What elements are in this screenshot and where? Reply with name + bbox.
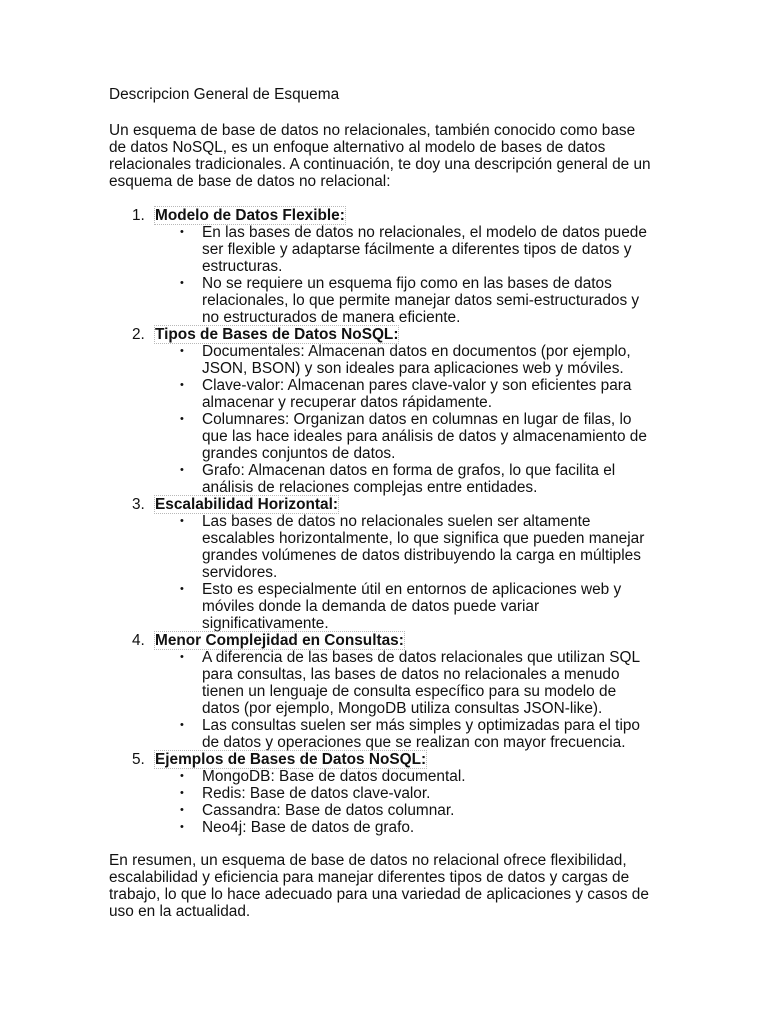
bullet-item (109, 581, 669, 632)
bullet-item (109, 343, 669, 377)
section-heading (109, 207, 669, 224)
bullet-dot-icon: • (180, 787, 184, 799)
bullet-text-line: no estructurados de manera eficiente. (202, 309, 461, 326)
bullet-item (109, 377, 669, 411)
section-heading (109, 326, 669, 343)
intro-line: relacionales tradicionales. A continuación, te doy una descripción general de un (109, 156, 651, 173)
bullet-text-line: Documentales: Almacenan datos en documentos (por ejemplo, (202, 343, 631, 360)
bullet-dot-icon: • (180, 770, 184, 782)
bullet-text-line: Neo4j: Base de datos de grafo. (202, 819, 415, 836)
bullet-text-line: Clave-valor: Almacenan pares clave-valor y son eficientes para (202, 377, 632, 394)
document-title: Descripcion General de Esquema (109, 86, 340, 103)
section-5 (109, 751, 669, 836)
bullet-dot-icon: • (180, 379, 184, 391)
summary-line: escalabilidad y eficiencia para manejar diferentes tipos de datos y cargas de (109, 869, 630, 886)
bullet-list (109, 768, 669, 836)
section-title: Menor Complejidad en Consultas: (155, 632, 404, 649)
bullet-text-line: En las bases de datos no relacionales, el modelo de datos puede (202, 224, 647, 241)
bullet-text-line: de datos y operaciones que se realizan con mayor frecuencia. (202, 734, 626, 751)
bullet-text-line: análisis de relaciones complejas entre entidades. (202, 479, 538, 496)
section-heading (109, 751, 669, 768)
bullet-text-line: Columnares: Organizan datos en columnas en lugar de filas, lo (202, 411, 632, 428)
bullet-dot-icon: • (180, 821, 184, 833)
bullet-dot-icon: • (180, 583, 184, 595)
section-1 (109, 207, 669, 326)
bullet-text-line: almacenar y recuperar datos rápidamente. (202, 394, 493, 411)
section-title: Modelo de Datos Flexible: (155, 207, 345, 224)
bullet-list (109, 343, 669, 496)
bullet-dot-icon: • (180, 515, 184, 527)
bullet-item (109, 768, 669, 785)
bullet-text-line: ser flexible y adaptarse fácilmente a diferentes tipos de datos y (202, 241, 632, 258)
bullet-dot-icon: • (180, 464, 184, 476)
bullet-text-line: que las hace ideales para análisis de datos y almacenamiento de (202, 428, 647, 445)
bullet-text-line: para consultas, las bases de datos no relacionales a menudo (202, 666, 620, 683)
bullet-item (109, 649, 669, 717)
bullet-text-line: MongoDB: Base de datos documental. (202, 768, 466, 785)
section-number: 1. (132, 207, 145, 224)
section-3 (109, 496, 669, 632)
bullet-dot-icon: • (180, 277, 184, 289)
bullet-text-line: Esto es especialmente útil en entornos de aplicaciones web y (202, 581, 622, 598)
bullet-text-line: grandes conjuntos de datos. (202, 445, 396, 462)
bullet-text-line: Las bases de datos no relacionales suelen ser altamente (202, 513, 591, 530)
bullet-text-line: relacionales, lo que permite manejar datos semi-estructurados y (202, 292, 640, 309)
bullet-text-line: tienen un lenguaje de consulta específico para su modelo de (202, 683, 617, 700)
section-number: 2. (132, 326, 145, 343)
summary-line: trabajo, lo que lo hace adecuado para una variedad de aplicaciones y casos de (109, 886, 649, 903)
section-2 (109, 326, 669, 496)
bullet-text-line: A diferencia de las bases de datos relacionales que utilizan SQL (202, 649, 641, 666)
bullet-text-line: Grafo: Almacenan datos en forma de grafos, lo que facilita el (202, 462, 616, 479)
bullet-text-line: servidores. (202, 564, 278, 581)
section-heading (109, 496, 669, 513)
bullet-text-line: móviles donde la demanda de datos puede variar (202, 598, 540, 615)
bullet-item (109, 819, 669, 836)
section-title: Tipos de Bases de Datos NoSQL: (155, 326, 399, 343)
bullet-text-line: datos (por ejemplo, MongoDB utiliza consultas JSON-like). (202, 700, 603, 717)
bullet-item (109, 462, 669, 496)
intro-line: de datos NoSQL, es un enfoque alternativo al modelo de bases de datos (109, 139, 606, 156)
section-number: 3. (132, 496, 145, 513)
section-number: 4. (132, 632, 145, 649)
bullet-dot-icon: • (180, 413, 184, 425)
bullet-text-line: significativamente. (202, 615, 329, 632)
intro-line: Un esquema de base de datos no relacionales, también conocido como base (109, 122, 636, 139)
summary-line: En resumen, un esquema de base de datos no relacional ofrece flexibilidad, (109, 852, 627, 869)
bullet-dot-icon: • (180, 345, 184, 357)
bullet-item (109, 717, 669, 751)
section-number: 5. (132, 751, 145, 768)
section-title: Escalabilidad Horizontal: (155, 496, 339, 513)
bullet-dot-icon: • (180, 719, 184, 731)
bullet-text-line: escalables horizontalmente, lo que significa que pueden manejar (202, 530, 645, 547)
bullet-text-line: JSON, BSON) y son ideales para aplicaciones web y móviles. (202, 360, 624, 377)
bullet-list (109, 224, 669, 326)
bullet-item (109, 802, 669, 819)
bullet-text-line: grandes volúmenes de datos distribuyendo la carga en múltiples (202, 547, 641, 564)
bullet-text-line: No se requiere un esquema fijo como en las bases de datos (202, 275, 612, 292)
bullet-text-line: Cassandra: Base de datos columnar. (202, 802, 455, 819)
bullet-dot-icon: • (180, 226, 184, 238)
bullet-text-line: Las consultas suelen ser más simples y optimizadas para el tipo (202, 717, 640, 734)
summary-paragraph (109, 852, 669, 920)
bullet-item (109, 785, 669, 802)
section-heading (109, 632, 669, 649)
bullet-item (109, 275, 669, 326)
bullet-list (109, 513, 669, 632)
bullet-text-line: estructuras. (202, 258, 283, 275)
intro-paragraph (109, 122, 669, 190)
bullet-item (109, 224, 669, 275)
bullet-text-line: Redis: Base de datos clave-valor. (202, 785, 431, 802)
intro-line: esquema de base de datos no relacional: (109, 173, 391, 190)
bullet-list (109, 649, 669, 751)
bullet-dot-icon: • (180, 804, 184, 816)
numbered-section-list (109, 207, 669, 836)
section-title: Ejemplos de Bases de Datos NoSQL: (155, 751, 427, 768)
summary-line: uso en la actualidad. (109, 903, 251, 920)
section-4 (109, 632, 669, 751)
bullet-item (109, 513, 669, 581)
bullet-dot-icon: • (180, 651, 184, 663)
bullet-item (109, 411, 669, 462)
